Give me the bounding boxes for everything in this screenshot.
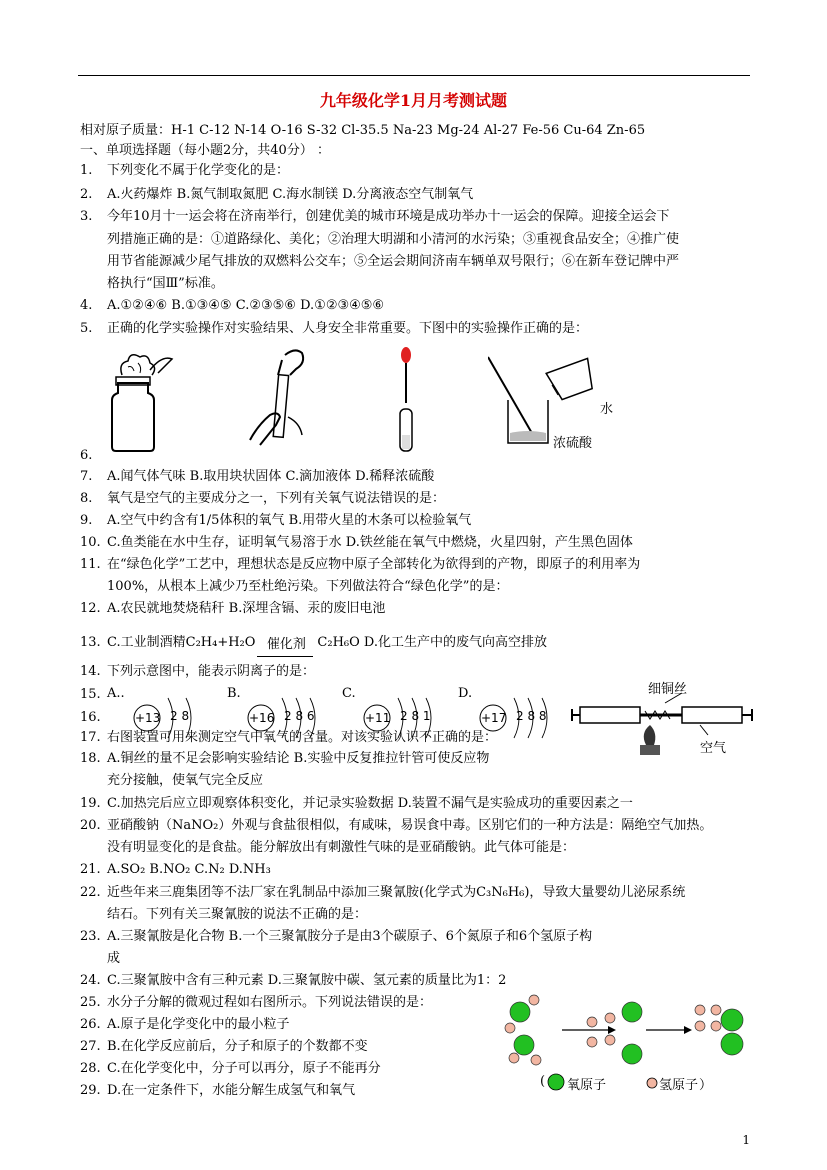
question-number: 21. — [80, 862, 101, 877]
question-line — [80, 600, 385, 618]
question-line — [80, 1016, 290, 1034]
oxygen-legend-icon — [546, 1072, 566, 1092]
hydrogen-atom — [509, 1053, 519, 1063]
question-line — [80, 162, 289, 180]
atomic-masses: 相对原子质量：H-1 C-12 N-14 O-16 S-32 Cl-35.5 Na-23 Mg-24 Al-27 Fe-56 Cu-64 Zn-65 — [80, 123, 646, 138]
question-text: 没有明显变化的是食盐。能分解放出有刺激性气味的是亚硝酸钠。此气体可能是： — [107, 840, 576, 855]
question-line — [80, 795, 633, 813]
question-13 — [80, 634, 547, 652]
question-line — [80, 994, 432, 1012]
question-text: A.①②④⑥ B.①③④⑤ C.②③⑤⑥ D.①②③④⑤⑥ — [107, 298, 385, 313]
question-line — [107, 253, 679, 271]
hydrogen-legend-icon — [645, 1076, 659, 1090]
experiment-solid-sampling — [240, 345, 315, 455]
label-copper-wire: 细铜丝 — [648, 682, 688, 697]
section-heading: 一、单项选择题（每小题2分，共40分） ： — [80, 143, 330, 158]
question-number: 27. — [80, 1039, 101, 1054]
question-text: 在“绿色化学”工艺中，理想状态是反应物中原子全部转化为欲得到的产物，即原子的利用率为 — [107, 557, 641, 572]
option-a-label: A.. — [107, 686, 125, 701]
electron-shells: 2 8 1 — [400, 709, 431, 723]
legend-close: ） — [699, 1078, 713, 1093]
question-line — [80, 1082, 355, 1100]
question-line — [107, 950, 120, 968]
question-text: 格执行“国Ⅲ”标准。 — [107, 276, 224, 291]
water-decomposition-diagram — [500, 990, 760, 1075]
legend-open: ( — [540, 1074, 546, 1089]
question-number: 1. — [80, 163, 93, 178]
oxygen-atom — [622, 1002, 642, 1022]
hydrogen-atom — [587, 1017, 597, 1027]
question-line — [107, 772, 263, 790]
nucleus-charge: +11 — [365, 711, 391, 725]
page-title: 九年级化学1月月考测试题 — [319, 91, 508, 110]
question-text: C.鱼类能在水中生存，证明氧气易溶于水 D.铁丝能在氧气中燃烧，火星四射，产生黑色固体 — [107, 535, 633, 550]
question-line — [80, 186, 473, 204]
question-text: 下列变化不属于化学变化的是： — [107, 163, 290, 178]
question-line — [107, 231, 679, 249]
question-text: C.在化学变化中，分子可以再分，原子不能再分 — [107, 1061, 381, 1076]
question-14 — [80, 663, 315, 681]
nucleus-charge: +13 — [135, 711, 161, 725]
question-line — [80, 884, 685, 902]
question-line — [80, 320, 588, 338]
question-text: 右图装置可用来测定空气中氧气的含量。对该实验认识不正确的是： — [107, 730, 498, 745]
question-line — [107, 906, 367, 924]
question-number: 12. — [80, 601, 101, 616]
question-text: A.SO₂ B.NO₂ C.N₂ D.NH₃ — [107, 862, 271, 877]
hydrogen-atom — [695, 1005, 705, 1015]
hydrogen-atom — [695, 1021, 705, 1031]
question-line — [80, 750, 489, 768]
page-number: 1 — [742, 1133, 750, 1147]
question-text: C.三聚氰胺中含有三种元素 D.三聚氰胺中碳、氢元素的质量比为1：2 — [107, 973, 507, 988]
question-line — [80, 861, 271, 879]
question-number: 13. — [80, 635, 101, 650]
question-line — [80, 729, 497, 747]
oxygen-atom — [721, 1033, 743, 1055]
question-text: B.在化学反应前后，分子和原子的个数都不变 — [107, 1039, 368, 1054]
question-line — [80, 512, 471, 530]
question-number: 4. — [80, 298, 93, 313]
question-line — [107, 839, 575, 857]
experiment-dropping-liquid — [392, 345, 422, 455]
electron-shells: 2 8 8 — [516, 709, 547, 723]
question-number: 2. — [80, 187, 93, 202]
question-number: 3. — [80, 209, 93, 224]
question-number: 15. — [80, 687, 101, 702]
question-line — [80, 490, 445, 508]
question-text: 水分子分解的微观过程如右图所示。下列说法错误的是： — [107, 995, 433, 1010]
question-text: 结石。下列有关三聚氰胺的说法不正确的是： — [107, 907, 368, 922]
question-text: A.三聚氰胺是化合物 B.一个三聚氰胺分子是由3个碳原子、6个氮原子和6个氢原子构 — [107, 929, 593, 944]
q13-post: C₂H₆O D.化工生产中的废气向高空排放 — [317, 635, 548, 650]
question-text: 用节省能源减少尾气排放的双燃料公交车；⑤全运会期间济南车辆单双号限行；⑥在新车登记牌中严 — [107, 254, 680, 269]
question-line — [80, 1038, 368, 1056]
label-water: 水 — [600, 402, 614, 417]
question-line — [80, 468, 434, 486]
question-text: D.在一定条件下，水能分解生成氢气和氧气 — [107, 1083, 356, 1098]
question-number: 24. — [80, 973, 101, 988]
electron-shells: 2 8 6 — [284, 709, 315, 723]
electron-shells: 2 8 — [170, 709, 190, 723]
header-rule — [78, 75, 750, 76]
oxygen-atom — [514, 1035, 534, 1055]
question-line — [80, 556, 640, 574]
question-number-6: 6. — [80, 448, 93, 463]
question-text: C.加热完后应立即观察体积变化，并记录实验数据 D.装置不漏气是实验成功的重要因素之一 — [107, 796, 633, 811]
experiment-smell-gas — [100, 345, 180, 455]
question-text: A.农民就地焚烧秸秆 B.深埋含镉、汞的废旧电池 — [107, 601, 386, 616]
question-number: 22. — [80, 885, 101, 900]
q13-pre: C.工业制酒精C₂H₄+H₂O — [107, 635, 256, 650]
legend-oxygen: 氧原子 — [567, 1078, 607, 1093]
question-line — [80, 208, 670, 226]
question-number-16: 16. — [80, 710, 101, 725]
question-number: 20. — [80, 818, 101, 833]
hydrogen-atom — [711, 1021, 721, 1031]
question-number: 23. — [80, 929, 101, 944]
question-number: 28. — [80, 1061, 101, 1076]
question-text: 近些年来三鹿集团等不法厂家在乳制品中添加三聚氰胺(化学式为C₃N₆H₆)，导致大量婴幼儿泌尿系统 — [107, 885, 686, 900]
question-number: 17. — [80, 730, 101, 745]
catalyst-label: 催化剂 — [266, 637, 306, 652]
question-text: 充分接触，使氧气完全反应 — [107, 773, 264, 788]
question-text: A.闻气体气味 B.取用块状固体 C.滴加液体 D.稀释浓硫酸 — [107, 469, 435, 484]
oxygen-atom — [721, 1009, 743, 1031]
option-b-label: B. — [227, 686, 241, 701]
question-number: 14. — [80, 664, 101, 679]
question-number: 18. — [80, 751, 101, 766]
oxygen-atom — [510, 1002, 530, 1022]
question-number: 9. — [80, 513, 93, 528]
nucleus-charge: +17 — [481, 711, 507, 725]
question-text: 正确的化学实验操作对实验结果、人身安全非常重要。下图中的实验操作正确的是： — [107, 321, 589, 336]
option-d-label: D. — [458, 686, 473, 701]
question-line — [107, 578, 508, 596]
question-text: 亚硝酸钠（NaNO₂）外观与食盐很相似，有咸味，易误食中毒。区别它们的一种方法是：隔绝空气加热。 — [107, 818, 713, 833]
hydrogen-atom — [587, 1037, 597, 1047]
question-15 — [80, 686, 107, 704]
question-line — [107, 275, 224, 293]
question-line — [80, 534, 633, 552]
hydrogen-atom — [605, 1035, 615, 1045]
question-text: A.原子是化学变化中的最小粒子 — [107, 1017, 290, 1032]
hydrogen-atom — [529, 995, 539, 1005]
label-acid: 浓硫酸 — [553, 436, 593, 451]
option-c-label: C. — [342, 686, 356, 701]
question-number: 5. — [80, 321, 93, 336]
oxygen-atom — [622, 1044, 642, 1064]
question-number: 10. — [80, 535, 101, 550]
question-text: 100%，从根本上减少乃至杜绝污染。下列做法符合“绿色化学”的是： — [107, 579, 509, 594]
question-text: 今年10月十一运会将在济南举行，创建优美的城市环境是成功举办十一运会的保障。迎接全运会下 — [107, 209, 670, 224]
question-text: 列措施正确的是：①道路绿化、美化；②治理大明湖和小清河的水污染；③重视食品安全；④推广使 — [107, 232, 680, 247]
question-text: A.火药爆炸 B.氮气制取氮肥 C.海水制镁 D.分离液态空气制氧气 — [107, 187, 474, 202]
question-number: 7. — [80, 469, 93, 484]
hydrogen-atom — [531, 1055, 541, 1065]
legend-hydrogen: 氢原子 — [659, 1078, 699, 1093]
question-text: A.铜丝的量不足会影响实验结论 B.实验中反复推拉针管可使反应物 — [107, 751, 490, 766]
question-line — [80, 297, 384, 315]
question-number: 19. — [80, 796, 101, 811]
question-line — [80, 817, 712, 835]
hydrogen-atom — [711, 1005, 721, 1015]
question-number: 8. — [80, 491, 93, 506]
question-text: 成 — [107, 951, 121, 966]
label-air: 空气 — [700, 741, 727, 756]
question-line — [80, 1060, 381, 1078]
question-text: 氧气是空气的主要成分之一，下列有关氧气说法错误的是： — [107, 491, 446, 506]
question-number: 11. — [80, 557, 101, 572]
hydrogen-atom — [505, 1023, 515, 1033]
question-text: 下列示意图中，能表示阴离子的是： — [107, 664, 316, 679]
question-number: 26. — [80, 1017, 101, 1032]
question-line — [80, 972, 506, 990]
question-number: 29. — [80, 1083, 101, 1098]
question-number: 25. — [80, 995, 101, 1010]
hydrogen-atom — [605, 1013, 615, 1023]
question-text: A.空气中约含有1/5体积的氧气 B.用带火星的木条可以检验氧气 — [107, 513, 472, 528]
nucleus-charge: +16 — [249, 711, 275, 725]
question-line — [80, 928, 592, 946]
